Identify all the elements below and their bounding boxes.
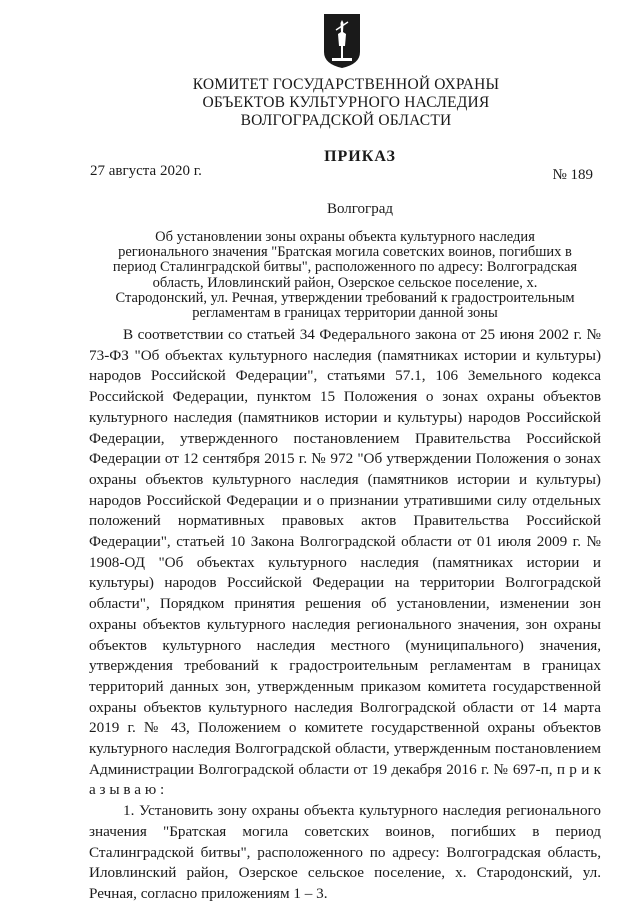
header-line-1: КОМИТЕТ ГОСУДАРСТВЕННОЙ ОХРАНЫ [192,76,500,93]
order-subject: Об установлении зоны охраны объекта культурного наследия регионального значения "Братская могила советских воинов, погибших в период Сталинградской битвы", расположенного по адресу: Волгоградская область, Иловлинский район, Озерское сельское поселение, х. Стародонский, ул. Речная, утверждении требований к градостроительным регламентам в границах территории данной зоны [112,229,578,322]
order-body [89,325,601,905]
volgograd-coat-of-arms-icon [322,12,362,70]
order-preamble: В соответствии со статьей 34 Федерального закона от 25 июня 2002 г. № 73-ФЗ "Об объектах культурного наследия (памятниках истории и культуры) народов Российской Федерации", статьями 57.1, 106 Земельного кодекса Российской Федерации, пунктом 15 Положения о зонах охраны объектов культурного наследия (памятников истории и культуры) народов Российской Федерации, утвержденного постановлением Правительства Российской Федерации от 12 сентября 2015 г. № 972 "Об утверждении Положения о зонах охраны объектов культурного наследия (памятников истории и культуры) народов Российской Федерации и о признании утратившими силу отдельных положений нормативных правовых актов Правительства Российской Федерации", статьей 10 Закона Волгоградской области от 01 июля 2009 г. № 1908-ОД "Об объектах культурного наследия (памятниках истории и культуры) народов Российской Федерации на территории Волгоградской области", Порядком принятия решения об установлении, изменении зон охраны объектов культурного наследия регионального значения, зон охраны объектов культурного наследия местного (муниципального) значения, утверждения требований к градостроительным регламентам в границах территорий данных зон, утвержденным приказом комитета государственной охраны объектов культурного наследия Волгоградской области от 14 марта 2019 г. № 43, Положением о комитете государственной охраны объектов культурного наследия Волгоградской области, утвержденным постановлением Администрации Волгоградской области от 19 декабря 2016 г. № 697-п, п р и к а з ы в а ю : [89,326,601,799]
order-item-1: 1. Установить зону охраны объекта культурного наследия регионального значения "Братская могила советских воинов, погибших в период Сталинградской битвы", расположенного по адресу: Волгоградская область, Иловлинский район, Озерское сельское поселение, х. Стародонский, ул. Речная, согласно приложениям 1 – 3. [89,802,601,902]
header-line-2: ОБЪЕКТОВ КУЛЬТУРНОГО НАСЛЕДИЯ [202,94,490,111]
header-line-3: ВОЛГОГРАДСКОЙ ОБЛАСТИ [240,112,452,129]
order-date: 27 августа 2020 г. [90,163,202,179]
order-number: № 189 [552,167,593,183]
order-city: Волгоград [326,201,393,217]
order-title: ПРИКАЗ [324,148,396,165]
committee-header [150,76,542,130]
